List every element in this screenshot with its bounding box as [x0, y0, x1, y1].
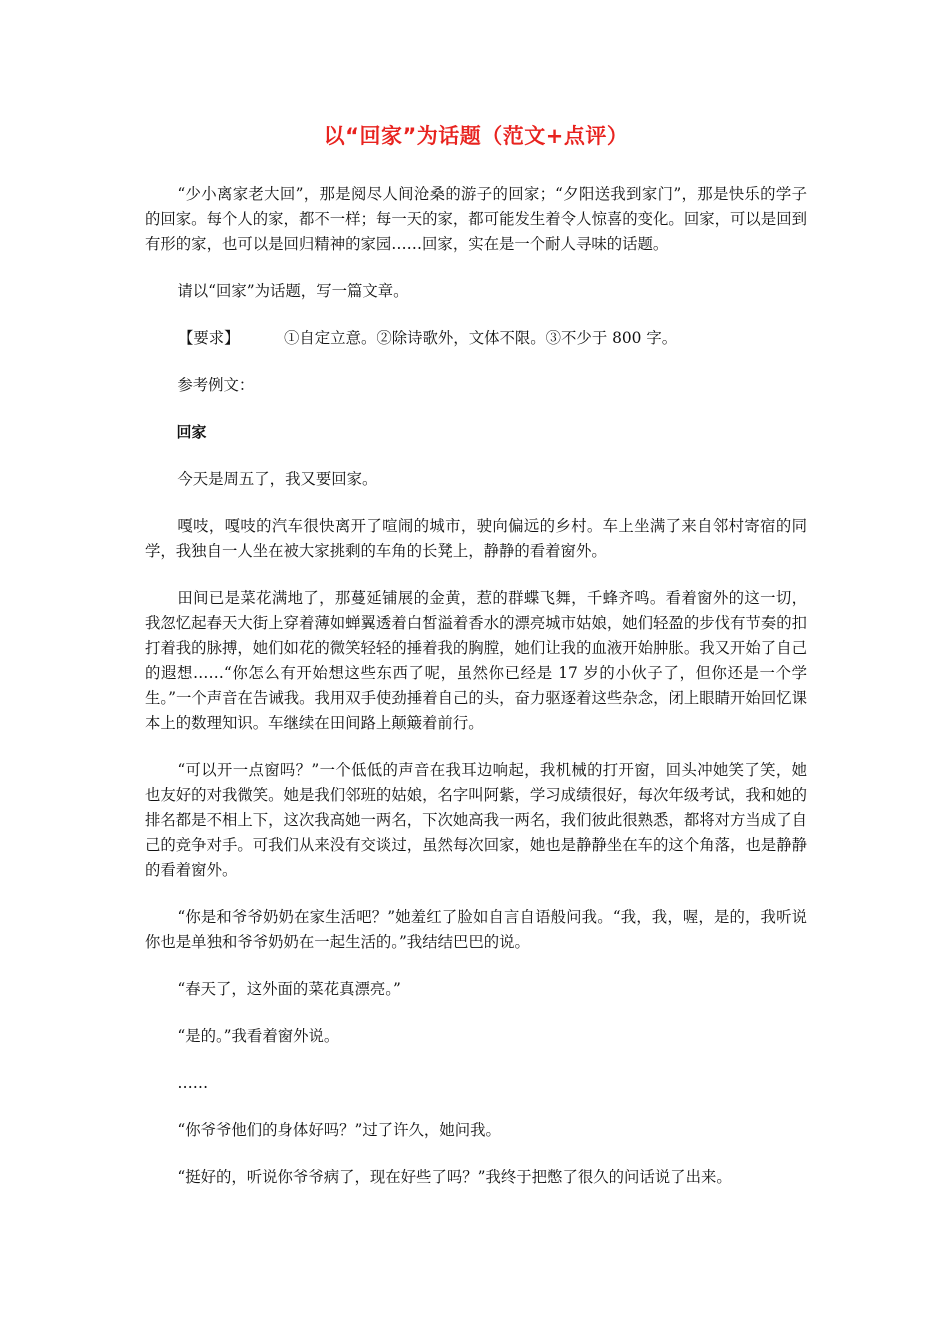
essay-paragraph: 嘎吱，嘎吱的汽车很快离开了喧闹的城市，驶向偏远的乡村。车上坐满了来自邻村寄宿的同学，我独自一人坐在被大家挑剩的车角的长凳上，静静的看着窗外。 — [145, 517, 807, 560]
essay-paragraph: “你爷爷他们的身体好吗？”过了许久，她问我。 — [177, 1121, 501, 1139]
requirements — [145, 326, 807, 351]
document-title: 以“回家”为话题（范文+点评） — [323, 124, 629, 148]
essay-paragraph: “你是和爷爷奶奶在家生活吧？”她羞红了脸如自言自语般问我。“我，我，喔，是的，我听说你也是单独和爷爷奶奶在一起生活的。”我结结巴巴的说。 — [145, 908, 807, 951]
requirements-text: ①自定立意。②除诗歌外，文体不限。③不少于 800 字。 — [284, 329, 678, 347]
essay-title: 回家 — [176, 423, 207, 441]
essay-paragraph: “是的。”我看着窗外说。 — [177, 1027, 340, 1045]
requirements-label: 【要求】 — [178, 329, 240, 347]
intro-paragraph: “少小离家老大回”，那是阅尽人间沧桑的游子的回家；“夕阳送我到家门”，那是快乐的学子的回家。每个人的家，都不一样；每一天的家，都可能发生着令人惊喜的变化。回家，可以是回到有形的家，也可以是回归精神的家园……回家，实在是一个耐人寻味的话题。 — [145, 185, 807, 253]
sample-label: 参考例文： — [177, 376, 255, 394]
essay-ellipsis: …… — [177, 1074, 209, 1092]
essay-paragraph: 今天是周五了，我又要回家。 — [177, 470, 378, 488]
essay-paragraph: “挺好的，听说你爷爷病了，现在好些了吗？”我终于把憋了很久的问话说了出来。 — [177, 1168, 732, 1186]
essay-paragraph: 田间已是菜花满地了，那蔓延铺展的金黄，惹的群蝶飞舞，千蜂齐鸣。看着窗外的这一切，我忽忆起春天大街上穿着薄如蝉翼透着白皙溢着香水的漂亮城市姑娘，她们轻盈的步伐有节奏的扣打着我的脉搏，她们如花的微笑轻轻的捶着我的胸膛，她们让我的血液开始肿胀。我又开始了自己的遐想……“你怎么有开始想这些东西了呢，虽然你已经是 17 岁的小伙子了，但你还是一个学生。”一个声音在告诫我。我用双手使劲捶着自己的头，奋力驱逐着这些杂念，闭上眼睛开始回忆课本上的数理知识。车继续在田间路上颠簸着前行。 — [145, 589, 807, 732]
essay-paragraph: “春天了，这外面的菜花真漂亮。” — [177, 980, 401, 998]
writing-prompt: 请以“回家”为话题，写一篇文章。 — [177, 282, 409, 300]
document-page — [145, 120, 807, 1212]
essay-paragraph: “可以开一点窗吗？”一个低低的声音在我耳边响起，我机械的打开窗，回头冲她笑了笑，她也友好的对我微笑。她是我们邻班的姑娘，名字叫阿紫，学习成绩很好，每次年级考试，我和她的排名都是不相上下，这次我高她一两名，下次她高我一两名，我们彼此很熟悉，都将对方当成了自己的竞争对手。可我们从来没有交谈过，虽然每次回家，她也是静静坐在车的这个角落，也是静静的看着窗外。 — [145, 761, 807, 879]
